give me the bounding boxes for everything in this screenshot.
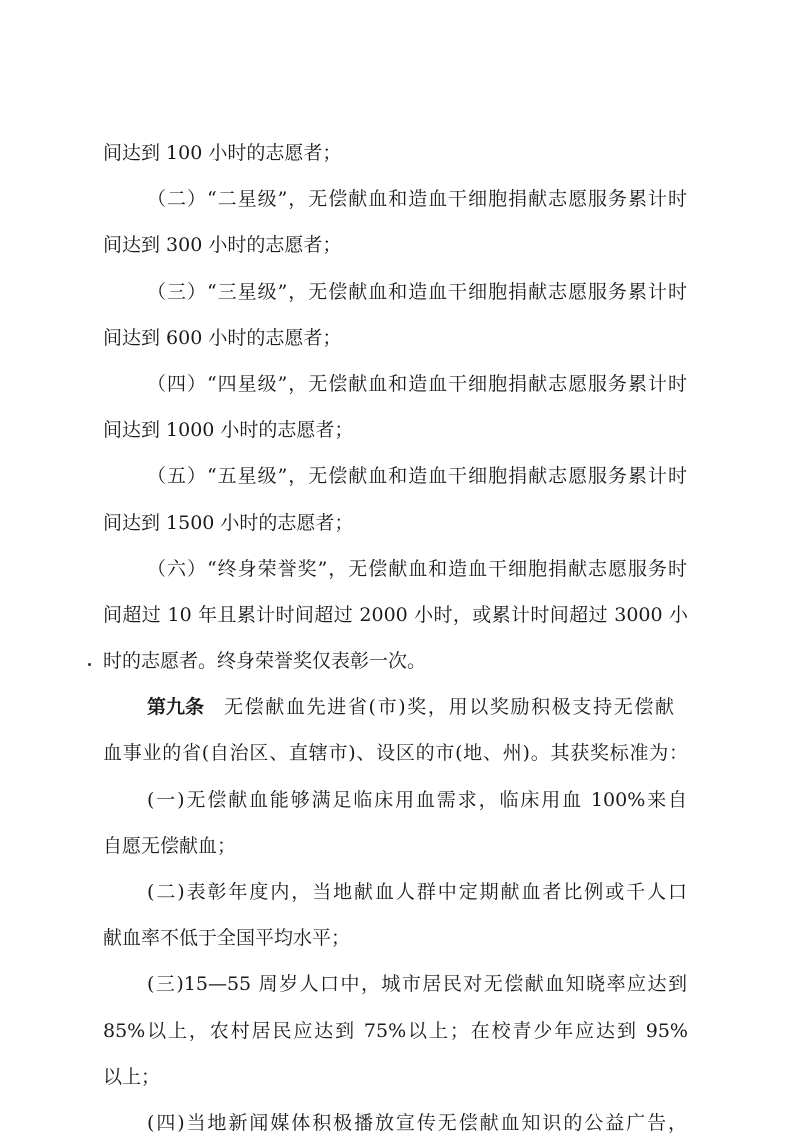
text-line [0,1054,794,1100]
line-text: （三）“三星级”，无偿献血和造血干细胞捐献志愿服务累计时 [147,280,687,303]
line-text: 献血率不低于全国平均水平； [103,927,351,950]
line-text: （二）“二星级”，无偿献血和造血干细胞捐献志愿服务累计时 [147,188,687,211]
line-text: （五）“五星级”，无偿献血和造血干细胞捐献志愿服务累计时 [147,465,687,488]
document-body [0,130,794,1146]
text-line [0,546,794,592]
article-nine-line [0,684,794,730]
text-line [0,407,794,453]
text-line [0,592,794,638]
line-text: 85%以上，农村居民应达到 75%以上；在校青少年应达到 95% [103,1019,688,1042]
line-text: 间达到 600 小时的志愿者； [103,326,342,349]
line-text: 间达到 100 小时的志愿者； [103,142,342,164]
text-line [0,823,794,869]
line-text: (一)无偿献血能够满足临床用血需求，临床用血 100%来自 [147,788,687,811]
text-line [0,222,794,268]
text-line [0,1008,794,1054]
text-line [0,777,794,823]
line-text: (二)表彰年度内，当地献血人群中定期献血者比例或千人口 [147,881,687,903]
line-text: (四)当地新闻媒体积极播放宣传无偿献血知识的公益广告， [147,1111,687,1134]
line-text: （六）“终身荣誉奖”，无偿献血和造血干细胞捐献志愿服务时 [147,557,687,580]
text-line [0,315,794,361]
line-text: 血事业的省(自治区、直辖市)、设区的市(地、州)。其获奖标准为： [103,742,688,765]
line-text: 以上； [103,1065,161,1088]
text-line [0,269,794,315]
text-line [0,869,794,915]
text-line [0,500,794,546]
text-line [0,638,794,684]
text-line [0,1100,794,1146]
text-line [0,361,794,407]
line-text: 间达到 300 小时的志愿者； [103,234,342,257]
scan-speck [88,663,91,666]
line-text: 间超过 10 年且累计时间超过 2000 小时，或累计时间超过 3000 小 [103,603,688,626]
article-text: 无偿献血先进省(市)奖，用以奖励积极支持无偿献 [224,696,675,719]
text-line [0,130,794,176]
text-line [0,730,794,776]
text-line [0,176,794,222]
line-text: 间达到 1000 小时的志愿者； [103,419,354,442]
line-text: 自愿无偿献血； [103,834,237,857]
text-line [0,453,794,499]
line-text: (三)15—55 周岁人口中，城市居民对无偿献血知晓率应达到 [147,973,687,996]
text-line [0,961,794,1007]
article-heading: 第九条 [147,696,205,719]
line-text: 间达到 1500 小时的志愿者； [103,511,354,534]
line-text: （四）“四星级”，无偿献血和造血干细胞捐献志愿服务累计时 [147,372,687,395]
line-text: 时的志愿者。终身荣誉奖仅表彰一次。 [103,650,427,673]
text-line [0,915,794,961]
